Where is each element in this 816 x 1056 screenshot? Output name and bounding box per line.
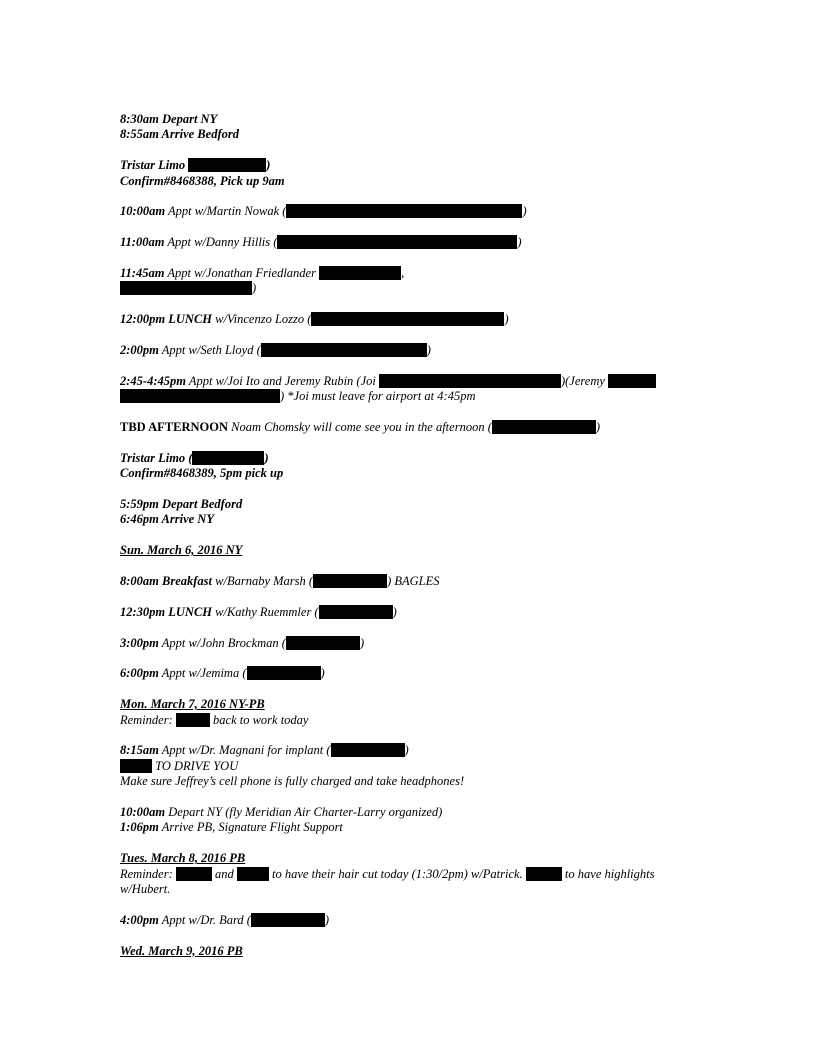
arrive-bedford-entry: 8:55am Arrive Bedford [120,127,239,142]
paren-close: ) [320,666,325,681]
appt-time: 12:30pm [120,604,166,619]
redaction-box [192,451,264,465]
appt-ito-rubin [120,374,720,405]
paren-close: ) [264,450,269,465]
appt-text: Arrive PB, Signature Flight Support [158,820,343,835]
redaction-box [379,374,561,388]
appt-time: 4:00pm [120,912,159,927]
appt-label: LUNCH [165,604,213,619]
tuesday-reminder [120,867,720,882]
redaction-box [176,713,210,727]
wednesday-heading: Wed. March 9, 2016 PB [120,943,243,958]
tristar-limo-pm-name: Tristar Limo ( [120,450,193,465]
redaction-box [313,574,387,588]
appt-ito-rubin-line2 [120,389,720,404]
redaction-box [286,204,522,218]
redaction-box [261,343,427,357]
appt-text: Appt w/Danny Hillis ( [164,235,278,250]
monday-section-top [120,697,720,728]
appt-time: 3:00pm [120,635,159,650]
reminder-highlights: to have highlights [561,866,655,881]
appt-brockman [120,636,720,651]
redaction-box [526,867,562,881]
appt-note: ) BAGLES [387,574,440,588]
lunch-ruemmler [120,605,720,620]
redaction-box [286,636,360,650]
monday-reminder [120,713,720,728]
appt-time: 11:00am [120,235,165,250]
reminder-label: Reminder: [120,712,176,727]
redaction-box [251,913,325,927]
tristar-limo-am-line [120,158,720,173]
redaction-box [237,867,269,881]
appt-time: TBD AFTERNOON [120,420,229,434]
tristar-limo-am-name: Tristar Limo [120,158,186,173]
appt-time: 8:00am [120,574,159,588]
redaction-box [608,374,656,388]
redaction-box [319,605,393,619]
evening-travel [120,497,720,528]
paren-close: ) [392,604,397,619]
appt-bard [120,913,720,928]
paren-close: ) [426,343,431,357]
tuesday-reminder-cont: w/Hubert. [120,882,171,897]
paren-close: ) [517,235,522,250]
redaction-box [319,266,401,280]
paren-close: ) [266,158,271,173]
appt-magnani-line [120,743,720,758]
paren-close: ) [252,281,257,296]
monday-heading: Mon. March 7, 2016 NY-PB [120,697,265,712]
lunch-lozzo [120,312,720,327]
appt-hillis [120,235,720,250]
appt-friedlander-line2 [120,281,720,296]
appt-text: Appt w/Jonathan Friedlander [164,266,320,280]
morning-travel [120,112,720,143]
sunday-heading: Sun. March 6, 2016 NY [120,543,243,558]
paren-close: ) [522,204,527,219]
arrive-pb-flight [120,820,720,835]
paren-close: ) [359,635,365,650]
appt-text: Appt w/Dr. Magnani for implant ( [158,743,331,758]
monday-flight [120,805,720,836]
paren-close: ) [404,743,409,758]
redaction-box [188,158,266,172]
appt-ito-rubin-line1 [120,374,720,389]
appt-time: 10:00am [120,204,166,219]
appt-note: ) *Joi must leave for airport at 4:45pm [280,389,476,404]
tristar-limo-pm-line [120,451,720,466]
appt-time: 12:00pm [120,312,166,327]
redaction-box [120,389,280,403]
appt-friedlander-line1 [120,266,720,281]
paren-close: ) [504,312,509,327]
redaction-box [311,312,504,326]
tuesday-section-top [120,851,720,897]
reminder-haircut: to have their hair cut today (1:30/2pm) w/Patrick. [268,866,526,881]
appt-text-mid: )(Jeremy [560,373,609,388]
arrive-ny-entry: 6:46pm Arrive NY [120,512,214,527]
appt-text: Appt w/Dr. Bard ( [158,912,251,927]
appt-time: 8:15am [120,743,159,758]
appt-text: w/Barnaby Marsh ( [212,574,314,588]
appt-time: 10:00am [120,805,166,819]
redaction-box [492,420,596,434]
tristar-limo-am [120,158,720,189]
depart-ny-entry: 8:30am Depart NY [120,112,218,126]
tristar-limo-pm [120,451,720,482]
schedule-document [120,112,720,974]
depart-ny-flight [120,805,720,820]
redaction-box [176,867,212,881]
redaction-box [120,759,152,773]
appt-time: 11:45am [120,266,165,280]
drive-text: TO DRIVE YOU [152,758,239,773]
breakfast-marsh [120,574,720,589]
appt-time: 1:06pm [120,820,159,835]
appt-text: Appt w/Jemima ( [158,666,247,681]
appt-text: w/Vincenzo Lozzo ( [212,312,312,327]
reminder-text: back to work today [209,712,309,727]
appt-label: Breakfast [158,574,213,588]
redaction-box [120,281,252,295]
appt-text: Appt w/Martin Nowak ( [165,204,287,219]
depart-bedford-entry: 5:59pm Depart Bedford [120,497,243,511]
tbd-chomsky [120,420,720,435]
appt-lloyd [120,343,720,358]
appt-time: 6:00pm [120,666,159,681]
reminder-label: Reminder: [120,866,176,881]
redaction-box [277,235,517,249]
appt-text: Appt w/Seth Lloyd ( [158,343,261,357]
tristar-limo-pm-confirm: Confirm#8468389, 5pm pick up [120,466,284,481]
appt-text: Appt w/John Brockman ( [158,635,286,650]
appt-label: LUNCH [165,312,213,327]
paren-close: ) [324,912,330,927]
tristar-limo-am-confirm: Confirm#8468388, Pick up 9am [120,173,285,188]
appt-text: Noam Chomsky will come see you in the afternoon ( [228,420,492,434]
comma: , [401,266,405,280]
reminder-and: and [211,866,237,881]
appt-time: 2:45-4:45pm [120,373,186,388]
appt-jemima [120,666,720,681]
tuesday-heading: Tues. March 8, 2016 PB [120,851,246,866]
appt-text: Depart NY (fly Meridian Air Charter-Larry organized) [165,805,443,819]
appt-text: Appt w/Joi Ito and Jeremy Rubin (Joi [185,373,379,388]
redaction-box [247,666,321,680]
paren-close: ) [595,420,601,434]
appt-text: w/Kathy Ruemmler ( [212,604,319,619]
drive-line [120,759,720,774]
phone-note: Make sure Jeffrey’s cell phone is fully charged and take headphones! [120,774,465,789]
appt-friedlander [120,266,720,297]
appt-magnani [120,743,720,789]
appt-time: 2:00pm [120,343,159,357]
appt-nowak [120,204,720,219]
redaction-box [331,743,405,757]
